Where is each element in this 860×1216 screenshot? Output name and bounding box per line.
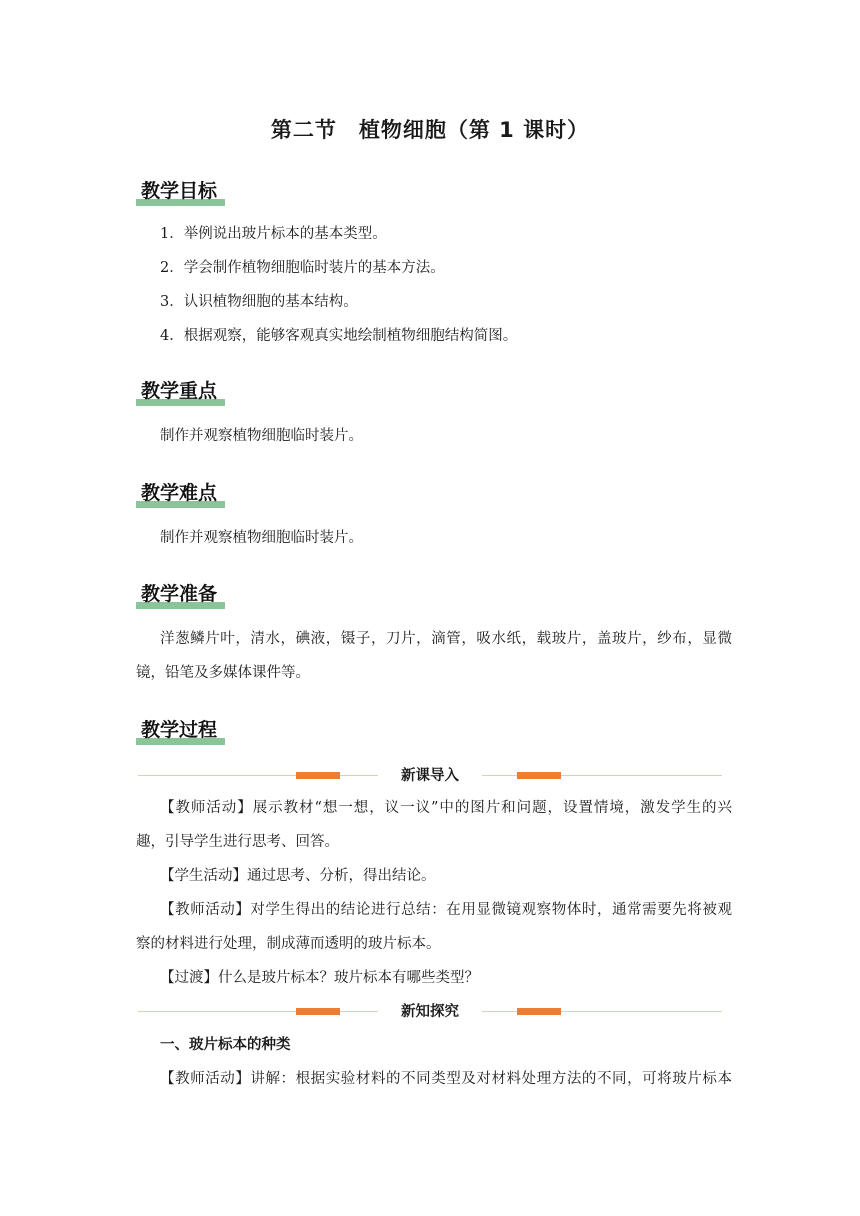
section-heading-goals — [136, 176, 217, 204]
difficulties-text: 制作并观察植物细胞临时装片。 — [160, 530, 363, 546]
divider-label: 新课导入 — [378, 766, 482, 786]
goal-item: 3．认识植物细胞的基本结构。 — [160, 294, 358, 310]
section-heading-key-points — [136, 376, 217, 404]
key-points-text: 制作并观察植物细胞临时装片。 — [160, 428, 363, 444]
divider-intro — [138, 766, 722, 786]
divider-explore — [138, 1002, 722, 1022]
divider-label: 新知探究 — [378, 1002, 482, 1022]
divider-block-left — [296, 1008, 340, 1015]
goal-item: 1．举例说出玻片标本的基本类型。 — [160, 226, 387, 242]
subsection-heading: 一、玻片标本的种类 — [160, 1037, 291, 1053]
section-heading-preparation — [136, 579, 217, 607]
intro-paragraph-line: 【教师活动】对学生得出的结论进行总结：在用显微镜观察物体时，通常需要先将被观 — [160, 902, 732, 918]
explore-paragraph-line: 【教师活动】讲解：根据实验材料的不同类型及对材料处理方法的不同，可将玻片标本 — [160, 1071, 732, 1087]
section-heading-text: 教学准备 — [141, 583, 218, 605]
section-heading-text: 教学目标 — [141, 180, 218, 202]
intro-paragraph-line: 【过渡】什么是玻片标本？玻片标本有哪些类型？ — [160, 970, 479, 986]
section-heading-text: 教学难点 — [141, 482, 218, 504]
intro-paragraph-line: 【教师活动】展示教材“想一想，议一议”中的图片和问题，设置情境，激发学生的兴 — [160, 800, 732, 816]
divider-block-left — [296, 772, 340, 779]
divider-block-right — [517, 772, 561, 779]
preparation-text-line: 洋葱鳞片叶，清水，碘液，镊子，刀片，滴管，吸水纸，载玻片，盖玻片，纱布，显微 — [160, 631, 732, 647]
section-heading-process — [136, 715, 217, 743]
intro-paragraph-line: 趣，引导学生进行思考、回答。 — [136, 834, 339, 850]
divider-block-right — [517, 1008, 561, 1015]
section-heading-difficulties — [136, 478, 217, 506]
section-heading-text: 教学重点 — [141, 380, 218, 402]
intro-paragraph-line: 察的材料进行处理，制成薄而透明的玻片标本。 — [136, 936, 441, 952]
goal-item: 2．学会制作植物细胞临时装片的基本方法。 — [160, 260, 445, 276]
page-title: 第二节 植物细胞（第 1 课时） — [270, 118, 590, 142]
section-heading-text: 教学过程 — [141, 719, 218, 741]
preparation-text-line: 镜，铅笔及多媒体课件等。 — [136, 665, 310, 681]
intro-paragraph-line: 【学生活动】通过思考、分析，得出结论。 — [160, 868, 436, 884]
goal-item: 4．根据观察，能够客观真实地绘制植物细胞结构简图。 — [160, 328, 518, 344]
